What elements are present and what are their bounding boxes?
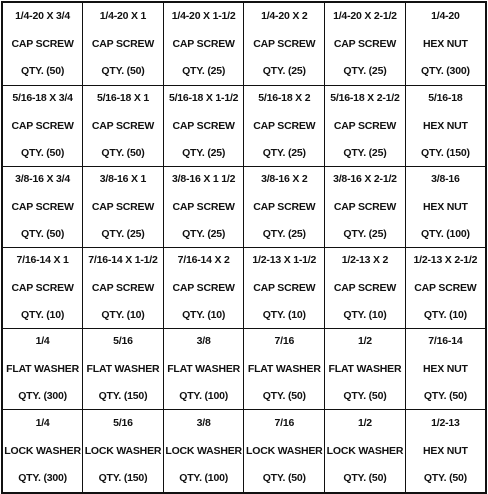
part-type: FLAT WASHER — [6, 362, 79, 375]
part-size: 7/16 — [274, 335, 295, 348]
part-type: FLAT WASHER — [247, 362, 321, 375]
part-quantity: QTY. (100) — [179, 472, 229, 485]
part-size: 1/4 — [35, 417, 50, 430]
part-type: CAP SCREW — [172, 37, 235, 50]
part-type: LOCK WASHER — [4, 444, 81, 457]
part-size: 7/16-14 — [428, 335, 463, 348]
part-type: HEX NUT — [423, 37, 468, 50]
parts-label-grid — [1, 1, 487, 494]
part-size: 1/4-20 X 3/4 — [15, 10, 70, 23]
part-type: CAP SCREW — [253, 37, 316, 50]
part-size: 5/16 — [113, 417, 133, 430]
part-quantity: QTY. (300) — [18, 390, 67, 403]
part-quantity: QTY. (50) — [21, 65, 65, 78]
part-size: 1/4-20 X 2-1/2 — [333, 10, 397, 23]
part-quantity: QTY. (50) — [423, 390, 467, 403]
part-quantity: QTY. (25) — [182, 228, 226, 241]
part-type: FLAT WASHER — [167, 362, 241, 375]
part-quantity: QTY. (25) — [262, 228, 306, 241]
part-size: 7/16-14 X 2 — [177, 254, 230, 267]
part-quantity: QTY. (50) — [262, 390, 306, 403]
part-quantity: QTY. (25) — [182, 147, 226, 160]
part-cell — [2, 86, 83, 167]
part-cell — [325, 86, 406, 167]
part-type: HEX NUT — [423, 362, 468, 375]
part-cell — [83, 410, 164, 494]
part-size: 1/2 — [357, 335, 372, 348]
part-cell — [244, 329, 325, 410]
part-type: CAP SCREW — [91, 200, 155, 213]
part-type: LOCK WASHER — [326, 444, 404, 457]
part-size: 5/16-18 X 1 — [96, 92, 150, 105]
part-cell — [244, 86, 325, 167]
part-quantity: QTY. (25) — [262, 65, 306, 78]
part-cell — [244, 2, 325, 86]
part-type: CAP SCREW — [91, 119, 155, 132]
part-size: 5/16 — [113, 335, 133, 348]
part-type: CAP SCREW — [333, 119, 397, 132]
part-type: FLAT WASHER — [86, 362, 160, 375]
part-cell — [405, 248, 486, 329]
part-cell — [405, 2, 486, 86]
part-type: CAP SCREW — [11, 119, 74, 132]
part-cell — [325, 329, 406, 410]
part-cell — [163, 2, 244, 86]
part-cell — [244, 248, 325, 329]
part-cell — [2, 248, 83, 329]
part-type: CAP SCREW — [91, 281, 155, 294]
part-quantity: QTY. (50) — [262, 472, 306, 485]
part-size: 1/4-20 — [431, 10, 460, 23]
part-size: 5/16-18 — [428, 92, 463, 105]
part-quantity: QTY. (25) — [262, 147, 306, 160]
part-cell — [405, 329, 486, 410]
part-quantity: QTY. (100) — [179, 390, 229, 403]
part-type: CAP SCREW — [172, 281, 235, 294]
part-quantity: QTY. (10) — [182, 309, 226, 322]
part-cell — [405, 410, 486, 494]
part-size: 3/8-16 X 1 — [99, 173, 147, 186]
part-size: 7/16 — [274, 417, 295, 430]
part-size: 1/2-13 X 2-1/2 — [413, 254, 478, 267]
part-quantity: QTY. (25) — [182, 65, 226, 78]
part-quantity: QTY. (50) — [343, 472, 387, 485]
part-size: 1/4-20 X 2 — [261, 10, 308, 23]
part-cell — [163, 167, 244, 248]
grid-row — [2, 248, 486, 329]
part-quantity: QTY. (10) — [101, 309, 145, 322]
part-cell — [83, 248, 164, 329]
part-quantity: QTY. (50) — [343, 390, 387, 403]
part-type: CAP SCREW — [253, 119, 316, 132]
part-type: CAP SCREW — [11, 200, 74, 213]
part-cell — [325, 410, 406, 494]
part-quantity: QTY. (150) — [98, 472, 148, 485]
part-quantity: QTY. (150) — [98, 390, 148, 403]
part-quantity: QTY. (150) — [421, 147, 470, 160]
part-cell — [163, 410, 244, 494]
part-size: 1/2-13 — [431, 417, 460, 430]
part-type: HEX NUT — [423, 200, 468, 213]
part-size: 1/4-20 X 1 — [99, 10, 147, 23]
part-type: CAP SCREW — [414, 281, 477, 294]
part-quantity: QTY. (300) — [18, 472, 67, 485]
grid-row — [2, 410, 486, 494]
part-size: 1/2 — [357, 417, 372, 430]
part-cell — [2, 2, 83, 86]
part-type: HEX NUT — [423, 444, 468, 457]
part-quantity: QTY. (50) — [21, 147, 65, 160]
part-quantity: QTY. (10) — [343, 309, 387, 322]
part-type: CAP SCREW — [333, 37, 397, 50]
part-cell — [163, 248, 244, 329]
part-size: 5/16-18 X 2 — [258, 92, 311, 105]
part-type: CAP SCREW — [253, 200, 316, 213]
part-quantity: QTY. (10) — [423, 309, 467, 322]
part-quantity: QTY. (25) — [343, 228, 387, 241]
grid-row — [2, 167, 486, 248]
part-cell — [325, 2, 406, 86]
part-quantity: QTY. (10) — [262, 309, 306, 322]
part-quantity: QTY. (25) — [343, 65, 387, 78]
part-type: CAP SCREW — [172, 119, 235, 132]
part-cell — [325, 167, 406, 248]
part-quantity: QTY. (50) — [423, 472, 467, 485]
part-quantity: QTY. (10) — [21, 309, 65, 322]
part-cell — [163, 86, 244, 167]
part-type: CAP SCREW — [91, 37, 155, 50]
part-cell — [83, 86, 164, 167]
part-cell — [83, 329, 164, 410]
part-quantity: QTY. (100) — [421, 228, 470, 241]
part-size: 3/8 — [196, 335, 211, 348]
part-quantity: QTY. (50) — [21, 228, 65, 241]
part-quantity: QTY. (50) — [101, 65, 145, 78]
part-size: 7/16-14 X 1-1/2 — [88, 254, 158, 267]
part-size: 3/8-16 X 2 — [261, 173, 308, 186]
part-cell — [244, 410, 325, 494]
part-cell — [244, 167, 325, 248]
part-cell — [83, 167, 164, 248]
part-size: 1/2-13 X 2 — [341, 254, 389, 267]
grid-row — [2, 329, 486, 410]
part-type: CAP SCREW — [172, 200, 235, 213]
part-type: FLAT WASHER — [328, 362, 402, 375]
part-type: LOCK WASHER — [84, 444, 162, 457]
part-cell — [325, 248, 406, 329]
grid-row — [2, 2, 486, 86]
part-cell — [2, 167, 83, 248]
part-type: LOCK WASHER — [246, 444, 323, 457]
part-size: 5/16-18 X 1-1/2 — [168, 92, 239, 105]
part-size: 3/8-16 X 3/4 — [15, 173, 70, 186]
part-quantity: QTY. (50) — [101, 147, 145, 160]
part-size: 3/8-16 X 1 1/2 — [172, 173, 236, 186]
part-size: 3/8-16 X 2-1/2 — [333, 173, 397, 186]
part-size: 3/8 — [196, 417, 211, 430]
part-cell — [2, 410, 83, 494]
part-type: CAP SCREW — [253, 281, 316, 294]
part-type: CAP SCREW — [11, 281, 74, 294]
part-size: 1/4-20 X 1-1/2 — [171, 10, 236, 23]
part-size: 1/4 — [35, 335, 50, 348]
part-size: 7/16-14 X 1 — [16, 254, 69, 267]
part-type: CAP SCREW — [333, 200, 397, 213]
part-cell — [83, 2, 164, 86]
part-cell — [2, 329, 83, 410]
part-type: LOCK WASHER — [165, 444, 242, 457]
part-type: CAP SCREW — [11, 37, 74, 50]
part-quantity: QTY. (25) — [101, 228, 145, 241]
part-cell — [405, 86, 486, 167]
part-quantity: QTY. (25) — [343, 147, 387, 160]
grid-row — [2, 86, 486, 167]
part-quantity: QTY. (300) — [421, 65, 470, 78]
part-size: 3/8-16 — [431, 173, 460, 186]
part-cell — [405, 167, 486, 248]
part-size: 1/2-13 X 1-1/2 — [252, 254, 317, 267]
part-type: HEX NUT — [423, 119, 468, 132]
part-cell — [163, 329, 244, 410]
part-size: 5/16-18 X 2-1/2 — [330, 92, 400, 105]
part-size: 5/16-18 X 3/4 — [12, 92, 73, 105]
part-type: CAP SCREW — [333, 281, 397, 294]
